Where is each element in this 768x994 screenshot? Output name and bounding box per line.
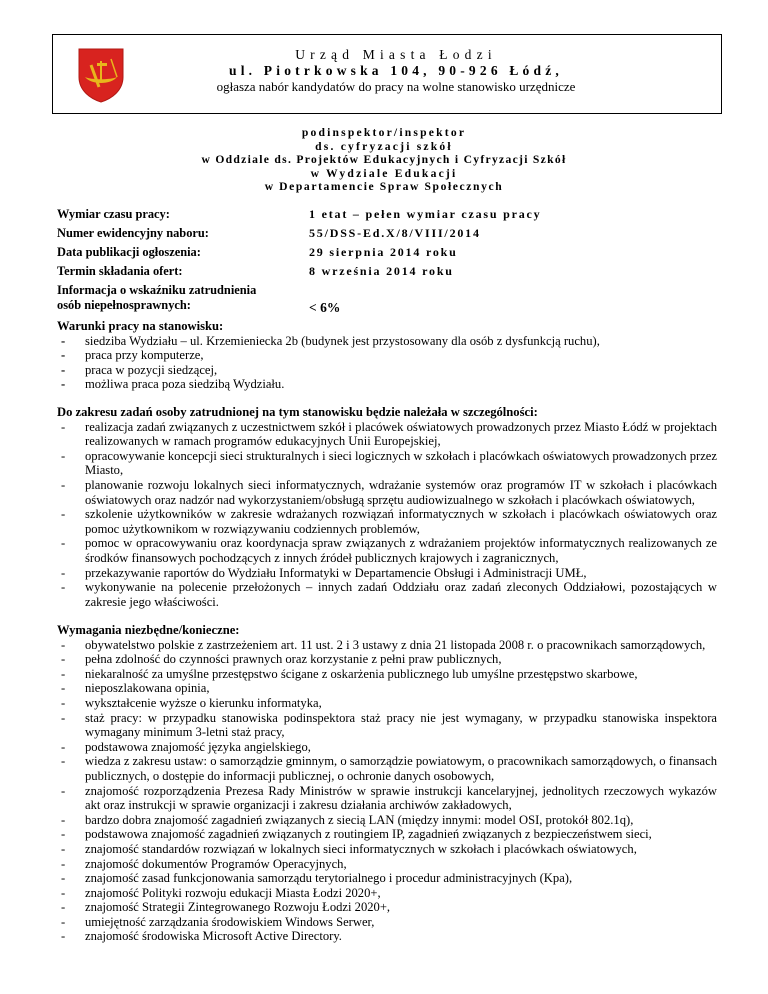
office-name: Urząd Miasta Łodzi xyxy=(295,47,497,62)
conditions-section xyxy=(57,319,717,392)
list-item: - przekazywanie raportów do Wydziału Informatyki w Departamencie Obsługi i Administracji UMŁ, xyxy=(57,566,717,581)
list-item: - podstawowa znajomość zagadnień związanych z routingiem IP, zagadnień związanych z bezpieczeństwem sieci, xyxy=(57,827,717,842)
list-item: - znajomość dokumentów Programów Operacyjnych, xyxy=(57,857,717,872)
list-item: - szkolenie użytkowników w zakresie wdrażanych rozwiązań informatycznych w szkołach i placówkach oświatowych oraz pomoc użytkownikom w rozwiązywaniu codziennych problemów, xyxy=(57,507,717,536)
list-item: - podstawowa znajomość języka angielskiego, xyxy=(57,740,717,755)
duties-title: Do zakresu zadań osoby zatrudnionej na tym stanowisku będzie należała w szczególności: xyxy=(57,405,538,419)
info-row-disability xyxy=(57,283,717,319)
list-item: - wykształcenie wyższe o kierunku informatyka, xyxy=(57,696,717,711)
info-label: Termin składania ofert: xyxy=(57,264,183,278)
requirements-title: Wymagania niezbędne/konieczne: xyxy=(57,623,240,637)
list-item: - bardzo dobra znajomość zagadnień związanych z siecią LAN (między innymi: model OSI, protokół 802.1q), xyxy=(57,813,717,828)
conditions-title: Warunki pracy na stanowisku: xyxy=(57,319,224,333)
list-item: - pełna zdolność do czynności prawnych oraz korzystanie z pełni praw publicznych, xyxy=(57,652,717,667)
list-item: - praca w pozycji siedzącej, xyxy=(57,363,717,378)
info-row xyxy=(57,264,717,283)
info-label: Numer ewidencyjny naboru: xyxy=(57,226,209,240)
lodz-crest-icon xyxy=(77,47,125,103)
list-item: - realizacja zadań związanych z uczestnictwem szkół i placówek oświatowych prowadzonych przez Miasto Łódź w projektach realizowanych w ramach programów edukacyjnych Unii Europejskiej, xyxy=(57,420,717,449)
conditions-list xyxy=(57,334,717,392)
duties-list xyxy=(57,420,717,610)
info-value: 1 etat – pełen wymiar czasu pracy xyxy=(309,207,542,221)
list-item: - znajomość standardów rozwiązań w lokalnych sieci informatycznych w szkołach i placówkach oświatowych, xyxy=(57,842,717,857)
position-unit: w Oddziale ds. Projektów Edukacyjnych i Cyfryzacji Szkół xyxy=(201,153,567,166)
list-item: - praca przy komputerze, xyxy=(57,348,717,363)
list-item: - znajomość zasad funkcjonowania samorządu terytorialnego i procedur administracyjnych (Kpa), xyxy=(57,871,717,886)
info-label: Wymiar czasu pracy: xyxy=(57,207,170,221)
list-item: - wiedza z zakresu ustaw: o samorządzie gminnym, o samorządzie powiatowym, o pracownikach samorządowych, o finansach publicznych, o dostępie do informacji publicznej, o ochronie danych osobowych, xyxy=(57,754,717,783)
list-item: - umiejętność zarządzania środowiskiem Windows Serwer, xyxy=(57,915,717,930)
info-label: Data publikacji ogłoszenia: xyxy=(57,245,201,259)
disability-label-line2: osób niepełnosprawnych: xyxy=(57,297,191,312)
list-item: - znajomość rozporządzenia Prezesa Rady Ministrów w sprawie instrukcji kancelaryjnej, jednolitych rzeczowych wykazów akt oraz instrukcji w sprawie organizacji i zakresu działania archiwów zakładowych, xyxy=(57,784,717,813)
office-address: ul. Piotrkowska 104, 90-926 Łódź, xyxy=(229,63,563,78)
info-value: 29 sierpnia 2014 roku xyxy=(309,245,458,259)
requirements-list xyxy=(57,638,717,944)
position-heading xyxy=(0,126,768,194)
info-row xyxy=(57,226,717,245)
list-item: - planowanie rozwoju lokalnych sieci informatycznych, wdrażanie systemów oraz programów IT w szkołach i placówkach oświatowych oraz nadzór nad wykorzystaniem/obsługą sprzętu audiowizualnego w szkołach i placówkach oświatowych, xyxy=(57,478,717,507)
disability-value: < 6% xyxy=(309,300,341,315)
position-specialty: ds. cyfryzacji szkół xyxy=(315,139,453,153)
info-table xyxy=(57,207,717,319)
list-item: - pomoc w opracowywaniu oraz koordynacja spraw związanych z wdrażaniem projektów informatycznych realizowanych ze środków finansowych pochodzących z innych źródeł publicznych krajowych i zagranicznych, xyxy=(57,536,717,565)
requirements-section xyxy=(57,623,717,944)
list-item: - wykonywanie na polecenie przełożonych – innych zadań Oddziału oraz zadań zleconych Oddziałowi, pozostających w zakresie jego właściwości. xyxy=(57,580,717,609)
header xyxy=(140,47,652,95)
list-item: - znajomość środowiska Microsoft Active Directory. xyxy=(57,929,717,944)
info-value: 55/DSS-Ed.X/8/VIII/2014 xyxy=(309,226,481,240)
info-row xyxy=(57,207,717,226)
position-division: w Departamencie Spraw Społecznych xyxy=(264,180,504,193)
announcement-line: ogłasza nabór kandydatów do pracy na wolne stanowisko urzędnicze xyxy=(216,79,576,94)
list-item: - nieposzlakowana opinia, xyxy=(57,681,717,696)
list-item: - znajomość Polityki rozwoju edukacji Miasta Łodzi 2020+, xyxy=(57,886,717,901)
position-department: w Wydziale Edukacji xyxy=(310,166,458,180)
info-row xyxy=(57,245,717,264)
list-item: - niekaralność za umyślne przestępstwo ścigane z oskarżenia publicznego lub umyślne przestępstwo skarbowe, xyxy=(57,667,717,682)
info-value: 8 września 2014 roku xyxy=(309,264,454,278)
list-item: - staż pracy: w przypadku stanowiska podinspektora staż pracy nie jest wymagany, w przypadku stanowiska inspektora wymagany minimum 3-letni staż pracy, xyxy=(57,711,717,740)
list-item: - możliwa praca poza siedzibą Wydziału. xyxy=(57,377,717,392)
disability-label-line1: Informacja o wskaźniku zatrudnienia xyxy=(57,283,257,297)
list-item: - znajomość Strategii Zintegrowanego Rozwoju Łodzi 2020+, xyxy=(57,900,717,915)
duties-section xyxy=(57,405,717,609)
list-item: - siedziba Wydziału – ul. Krzemieniecka 2b (budynek jest przystosowany dla osób z dysfunkcją ruchu), xyxy=(57,334,717,349)
list-item: - obywatelstwo polskie z zastrzeżeniem art. 11 ust. 2 i 3 ustawy z dnia 21 listopada 2008 r. o pracownikach samorządowych, xyxy=(57,638,717,653)
disability-label xyxy=(57,283,256,312)
list-item: - opracowywanie koncepcji sieci strukturalnych i sieci logicznych w szkołach i placówkach oświatowych prowadzonych przez Miasto, xyxy=(57,449,717,478)
position-title: podinspektor/inspektor xyxy=(301,126,467,139)
